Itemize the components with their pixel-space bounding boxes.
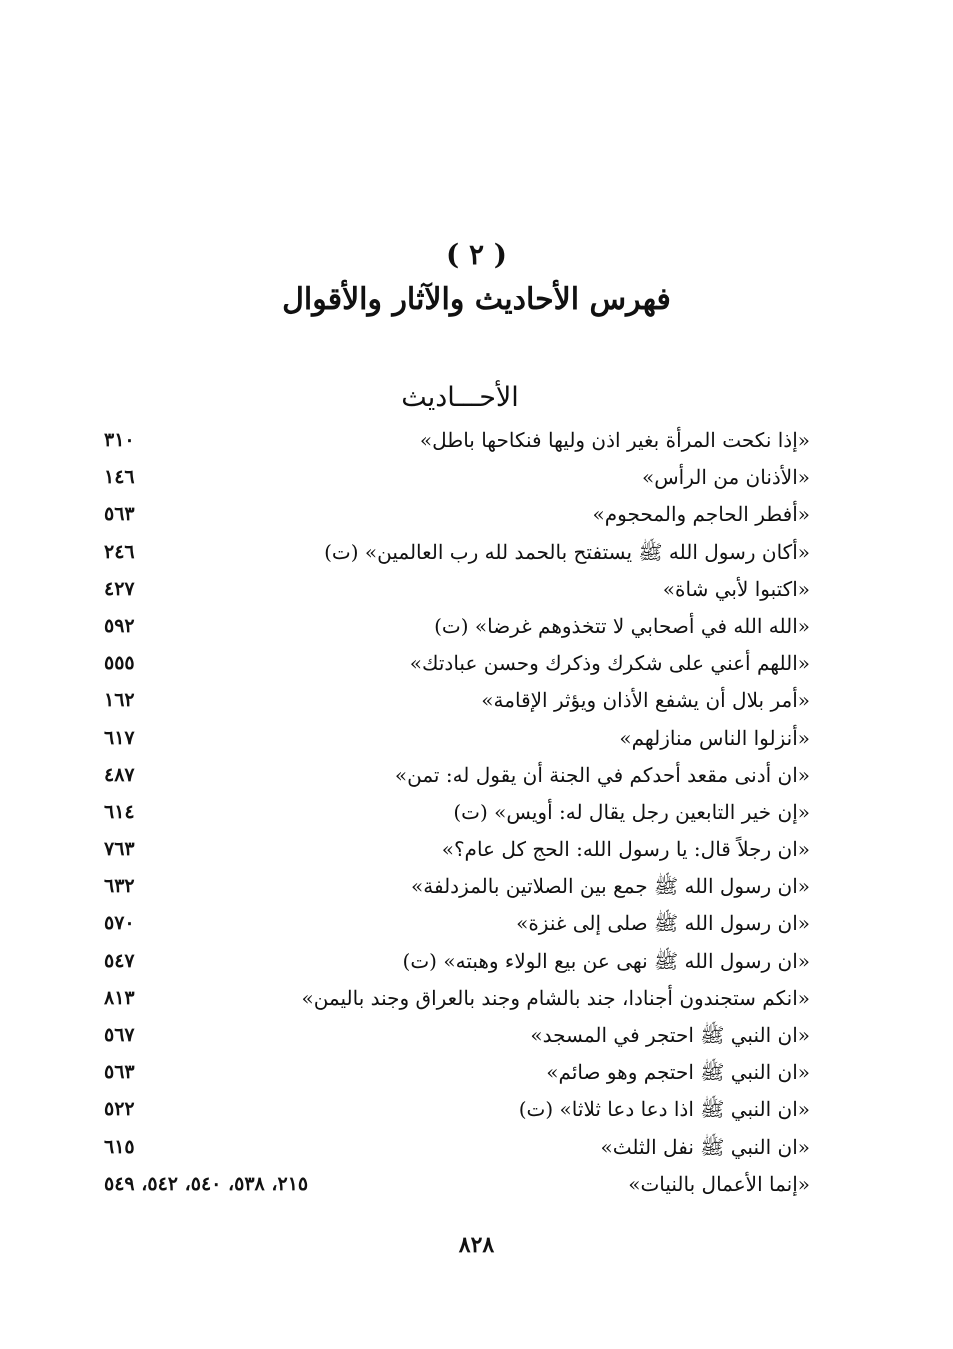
index-entry [100,720,810,757]
index-entry [100,1091,810,1128]
index-entry [100,980,810,1017]
index-entry [100,1017,810,1054]
hadith-text: «أنزلوا الناس منازلهم» [619,725,810,750]
page-reference: ٦١٧ [104,726,135,749]
hadith-text: «إن خير التابعين رجل يقال له: أويس» (ت) [453,799,810,824]
index-entry [100,905,810,942]
index-entry [100,757,810,794]
page-number: ٨٢٨ [458,1232,495,1258]
hadith-text: «أفطر الحاجم والمحجوم» [592,502,810,527]
page-reference: ٥٤٧ [104,949,135,972]
page-reference: ١٤٦ [104,466,135,489]
hadith-text: «ان النبي ﷺ نفل الثلث» [600,1134,810,1159]
hadith-text: «أمر بلال أن يشفع الأذان ويؤثر الإقامة» [481,688,810,713]
section-number: ( ٢ ) [445,238,508,271]
hadith-text: «اللهم أعني على شكرك وذكرك وحسن عبادتك» [409,651,810,676]
page-reference: ٨١٣ [104,986,135,1009]
page-reference: ٤٨٧ [104,763,135,786]
page-reference: ٥٦٧ [104,1024,135,1046]
index-entry [100,1166,810,1203]
hadith-text: «ان أدنى مقعد أحدكم في الجنة أن يقول له: تمن» [394,762,810,787]
page-reference: ٦١٥ [104,1135,135,1158]
hadith-text: «ان رسول الله ﷺ نهى عن بيع الولاء وهبته» (ت) [402,948,810,973]
hadith-text: «ان رجلاً قال: يا رسول الله: الحج كل عام؟» [441,837,810,862]
hadith-text: «إذا نكحت المرأة بغير اذن وليها فنكاحها باطل» [419,428,810,452]
index-entry [100,831,810,868]
page-reference: ٥٦٣ [104,1061,135,1084]
hadith-text: «ان رسول الله ﷺ صلى إلى غنزة» [516,911,810,936]
page-reference: ٤٢٧ [104,577,135,600]
hadith-text: «إنما الأعمال بالنيات» [628,1171,810,1196]
index-entry [100,1054,810,1091]
page-reference: ٧٦٣ [104,838,135,861]
hadith-index-list [100,422,810,1203]
hadith-text: «انكم ستجندون أجنادا، جند بالشام وجند بالعراق وجند باليمن» [301,985,810,1010]
hadith-subheading: الأحـــاديث [401,382,519,413]
page-reference: ١٦٢ [104,689,135,712]
index-entry [100,682,810,719]
hadith-text: «أكان رسول الله ﷺ يستفتح بالحمد لله رب العالمين» (ت) [324,539,810,564]
page-reference: ٣١٠ [104,429,135,451]
page-reference: ٥٩٢ [104,614,135,637]
index-entry [100,571,810,608]
page-reference: ٢٤٦ [104,540,135,563]
hadith-text: «ان النبي ﷺ اذا دعا دعا ثلاثا» (ت) [518,1097,810,1122]
index-entry [100,645,810,682]
index-entry [100,459,810,496]
hadith-text: «الأذنان من الرأس» [642,465,810,490]
page-reference: ٥٢٢ [104,1098,135,1121]
page-reference: ٦٣٢ [104,875,135,898]
index-entry [100,422,810,459]
hadith-text: «ان النبي ﷺ احتجر في المسجد» [530,1023,810,1047]
index-entry [100,496,810,533]
hadith-text: «اكتبوا لأبي شاة» [662,576,810,601]
index-entry [100,534,810,571]
page-reference: ٥٧٠ [104,912,135,935]
index-entry [100,794,810,831]
page-reference: ٥٦٣ [104,503,135,526]
hadith-text: «الله الله في أصحابي لا تتخذوهم غرضا» (ت) [434,613,810,638]
index-entry [100,608,810,645]
page-reference: ٦١٤ [104,800,135,823]
page-reference: ٢١٥، ٥٣٨، ٥٤٠، ٥٤٢، ٥٤٩ [104,1172,309,1195]
index-entry [100,943,810,980]
hadith-text: «ان النبي ﷺ احتجم وهو صائم» [546,1060,810,1085]
section-title: فهرس الأحاديث والآثار والأقوال [282,282,671,317]
index-entry [100,868,810,905]
index-entry [100,1129,810,1166]
page-reference: ٥٥٥ [104,652,135,675]
hadith-text: «ان رسول الله ﷺ جمع بين الصلاتين بالمزدلفة» [411,874,810,899]
